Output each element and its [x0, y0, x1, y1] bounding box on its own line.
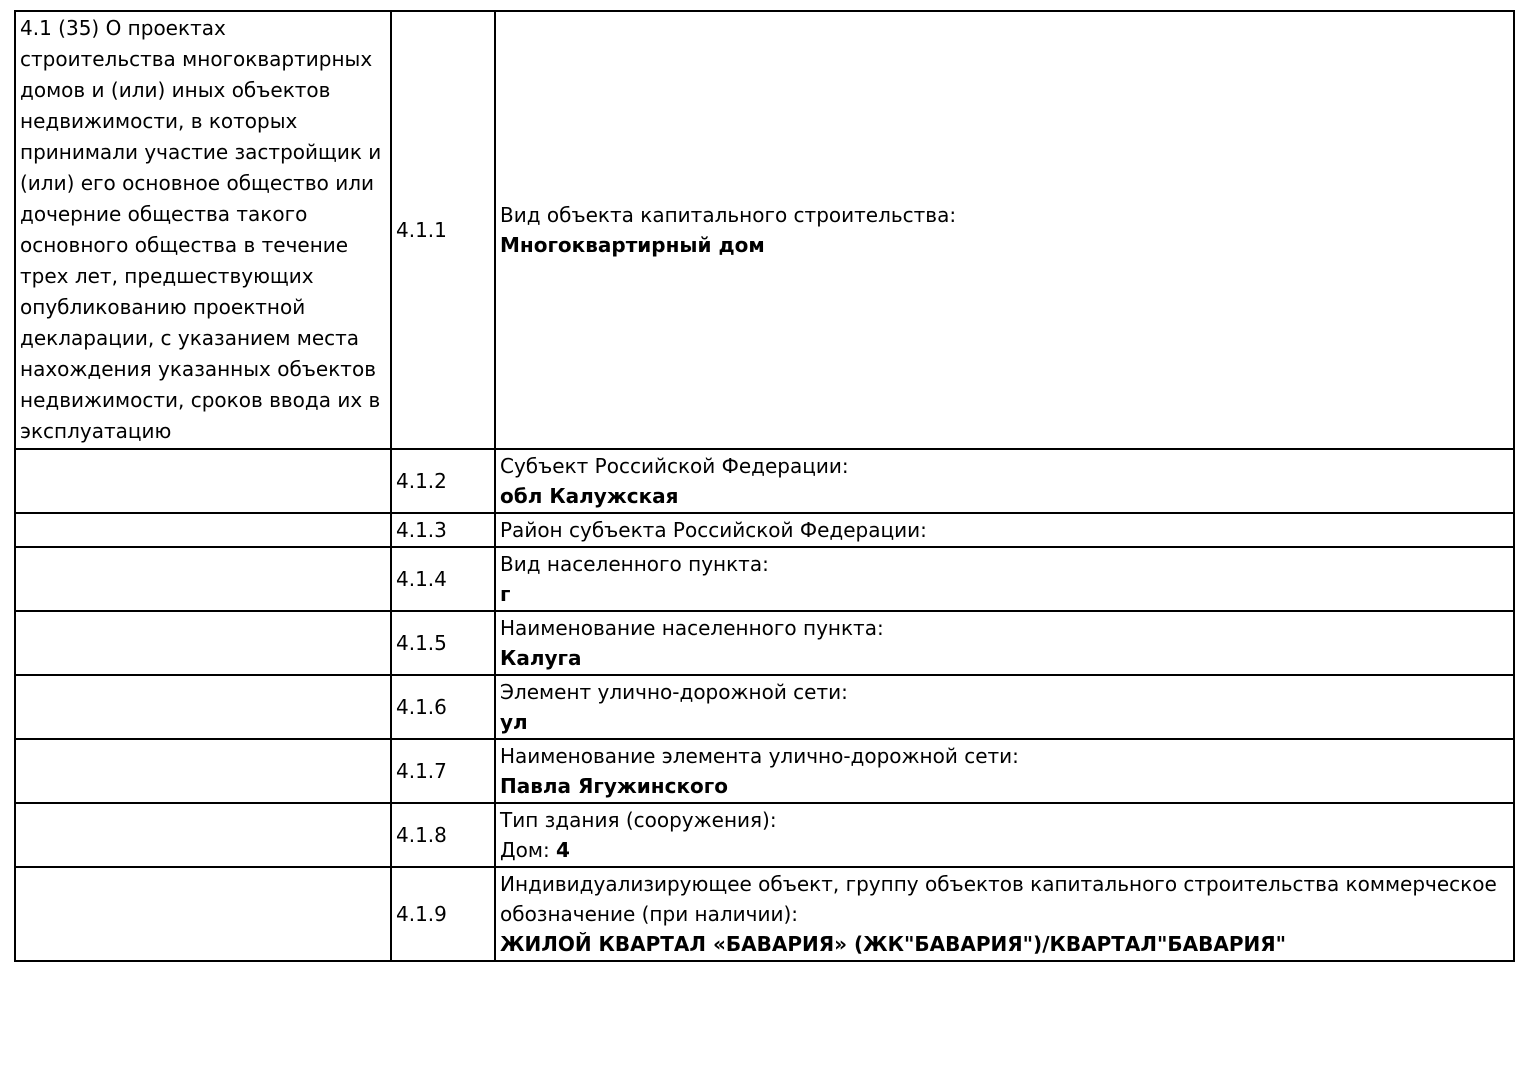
- field-value: Многоквартирный дом: [500, 233, 765, 257]
- row-number-cell: [391, 803, 495, 867]
- row-number: 4.1.4: [396, 567, 447, 591]
- empty-left-cell: [15, 449, 391, 513]
- row-number-cell: [391, 739, 495, 803]
- row-content-cell: [495, 547, 1514, 611]
- field-label: Элемент улично-дорожной сети:: [500, 680, 848, 704]
- row-number: 4.1.9: [396, 902, 447, 926]
- field-value: ЖИЛОЙ КВАРТАЛ «БАВАРИЯ» (ЖК"БАВАРИЯ")/КВАРТАЛ"БАВАРИЯ": [500, 932, 1287, 956]
- row-number-cell: [391, 611, 495, 675]
- field-label: Субъект Российской Федерации:: [500, 454, 849, 478]
- row-content-cell: [495, 11, 1514, 449]
- table-row: [15, 547, 1514, 611]
- table-row: [15, 867, 1514, 961]
- row-content-cell: [495, 867, 1514, 961]
- row-content-cell: [495, 739, 1514, 803]
- row-content-cell: [495, 513, 1514, 547]
- empty-left-cell: [15, 739, 391, 803]
- field-label: Вид населенного пункта:: [500, 552, 769, 576]
- table-row: [15, 611, 1514, 675]
- row-number: 4.1.8: [396, 823, 447, 847]
- row-content-cell: [495, 675, 1514, 739]
- row-number: 4.1.2: [396, 469, 447, 493]
- empty-left-cell: [15, 803, 391, 867]
- row-number-cell: [391, 675, 495, 739]
- empty-left-cell: [15, 513, 391, 547]
- row-number-cell: [391, 449, 495, 513]
- row-number-cell: [391, 867, 495, 961]
- row-number: 4.1.7: [396, 759, 447, 783]
- field-label: Тип здания (сооружения):: [500, 808, 777, 832]
- field-value: 4: [556, 838, 570, 862]
- table-row: [15, 803, 1514, 867]
- field-value: Павла Ягужинского: [500, 774, 728, 798]
- field-value: ул: [500, 710, 528, 734]
- row-number: 4.1.6: [396, 695, 447, 719]
- field-label: Наименование населенного пункта:: [500, 616, 884, 640]
- row-number: 4.1.5: [396, 631, 447, 655]
- empty-left-cell: [15, 611, 391, 675]
- table-row: [15, 675, 1514, 739]
- row-content-cell: [495, 611, 1514, 675]
- field-label: Район субъекта Российской Федерации:: [500, 518, 927, 542]
- field-label: Наименование элемента улично-дорожной сети:: [500, 744, 1019, 768]
- empty-left-cell: [15, 547, 391, 611]
- row-number-cell: [391, 547, 495, 611]
- field-value-line: [500, 835, 1509, 865]
- field-value-prefix: Дом:: [500, 838, 557, 862]
- empty-left-cell: [15, 867, 391, 961]
- field-value: обл Калужская: [500, 484, 679, 508]
- table-row: [15, 513, 1514, 547]
- field-label: Индивидуализирующее объект, группу объектов капитального строительства коммерческое обозначение (при наличии):: [500, 872, 1497, 926]
- row-number: 4.1.3: [396, 518, 447, 542]
- field-value: Калуга: [500, 646, 582, 670]
- row-number: 4.1.1: [396, 218, 447, 242]
- table-row: [15, 449, 1514, 513]
- row-content-cell: [495, 803, 1514, 867]
- row-number-cell: [391, 11, 495, 449]
- declaration-table-body: [15, 11, 1514, 961]
- row-content-cell: [495, 449, 1514, 513]
- field-value: г: [500, 582, 511, 606]
- table-row: [15, 11, 1514, 449]
- section-description-cell: [15, 11, 391, 449]
- declaration-table: [14, 10, 1515, 962]
- field-label: Вид объекта капитального строительства:: [500, 203, 957, 227]
- table-row: [15, 739, 1514, 803]
- section-description: 4.1 (35) О проектах строительства многоквартирных домов и (или) иных объектов недвижимости, в которых принимали участие застройщик и (или) его основное общество или дочерние общества такого основного общества в течение трех лет, предшествующих опубликованию проектной декларации, с указанием места нахождения указанных объектов недвижимости, сроков ввода их в эксплуатацию: [20, 16, 382, 443]
- row-number-cell: [391, 513, 495, 547]
- empty-left-cell: [15, 675, 391, 739]
